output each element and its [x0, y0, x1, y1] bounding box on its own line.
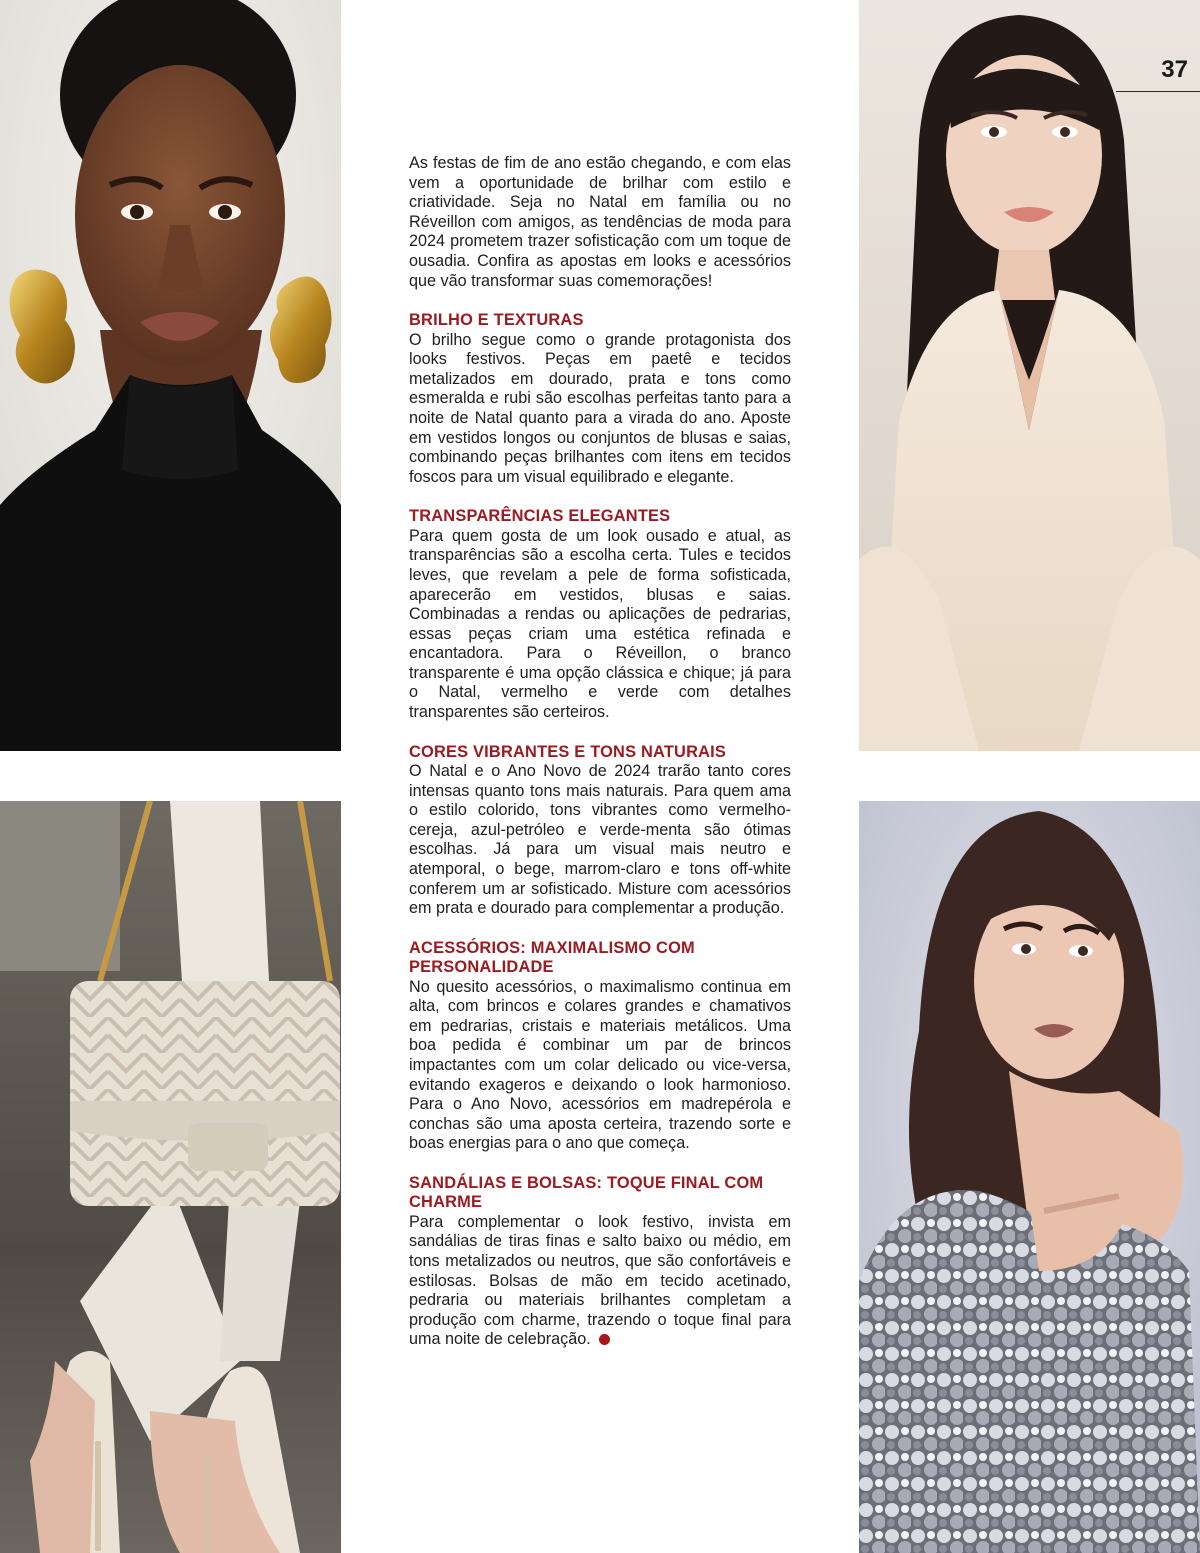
section-acessorios	[409, 939, 791, 1154]
section-heading: SANDÁLIAS E BOLSAS: TOQUE FINAL COM CHARME	[409, 1173, 764, 1212]
page-number-rule	[1116, 91, 1200, 92]
section-body: O brilho segue como o grande protagonista dos looks festivos. Peças em paetê e tecidos metalizados em dourado, prata e tons como esmeralda e rubi são escolhas perfeitas tanto para a noite de Natal quanto para a virada do ano. Aposte em vestidos longos ou conjuntos de blusas e saias, combinando peças brilhantes com itens em tecidos foscos para um visual equilibrado e elegante.	[409, 330, 791, 486]
section-body: O Natal e o Ano Novo de 2024 trarão tanto cores intensas quanto tons mais naturais. Para quem ama o estilo colorido, tons vibrantes como vermelho-cereja, azul-petróleo e verde-menta são ótimas escolhas. Já para um visual mais neutro e atemporal, o bege, marrom-claro e tons off-white conferem um ar sofisticado. Misture com acessórios em prata e dourado para complementar a produção.	[409, 762, 791, 918]
photo-handbag-and-sandals	[0, 801, 341, 1553]
article-body	[409, 154, 791, 1370]
section-body: Para complementar o look festivo, invista em sandálias de tiras finas e salto baixo ou médio, em tons metalizados ou neutros, que são confortáveis e estilosas. Bolsas de mão em tecido acetinado, pedraria ou materiais brilhantes completam a produção com charme, trazendo o toque final para uma noite de celebração.	[409, 1212, 791, 1349]
section-heading: CORES VIBRANTES E TONS NATURAIS	[409, 742, 727, 761]
section-body-with-end-mark	[409, 1213, 791, 1350]
section-heading: ACESSÓRIOS: MAXIMALISMO COM PERSONALIDADE	[409, 938, 695, 977]
section-body: No quesito acessórios, o maximalismo continua em alta, com brincos e colares grandes e chamativos em pedrarias, cristais e materiais metálicos. Uma boa pedida é combinar um par de brincos impactantes com um colar delicado ou vice-versa, evitando exageros e deixando o look harmonioso. Para o Ano Novo, acessórios em madrepérola e conchas são uma aposta certeira, trazendo sorte e boas energias para o ano que começa.	[409, 977, 791, 1153]
section-brilho-e-texturas	[409, 311, 791, 487]
section-transparencias-elegantes	[409, 507, 791, 722]
end-of-article-dot-icon	[599, 1334, 610, 1345]
section-cores-vibrantes	[409, 743, 791, 919]
photo-woman-gold-earrings	[0, 0, 341, 751]
photo-woman-sheer-white-dress	[859, 0, 1200, 751]
photo-woman-silver-sequins	[859, 801, 1200, 1553]
section-heading: TRANSPARÊNCIAS ELEGANTES	[409, 507, 671, 526]
section-heading: BRILHO E TEXTURAS	[409, 311, 584, 330]
article-intro: As festas de fim de ano estão chegando, e com elas vem a oportunidade de brilhar com estilo e criatividade. Seja no Natal em família ou no Réveillon com amigos, as tendências de moda para 2024 prometem trazer sofisticação com um toque de ousadia. Confira as apostas em looks e acessórios que vão transformar suas comemorações!	[409, 154, 791, 290]
section-sandalias-e-bolsas	[409, 1174, 791, 1350]
page-number: 37	[1161, 56, 1188, 83]
section-body: Para quem gosta de um look ousado e atual, as transparências são a escolha certa. Tules e tecidos leves, que revelam a pele de forma sofisticada, aparecerão em vestidos, blusas e saias. Combinadas a rendas ou aplicações de pedrarias, essas peças criam uma estética refinada e encantadora. Para o Réveillon, o branco transparente é uma opção clássica e chique; já para o Natal, vermelho e verde com detalhes transparentes são certeiros.	[409, 526, 791, 722]
